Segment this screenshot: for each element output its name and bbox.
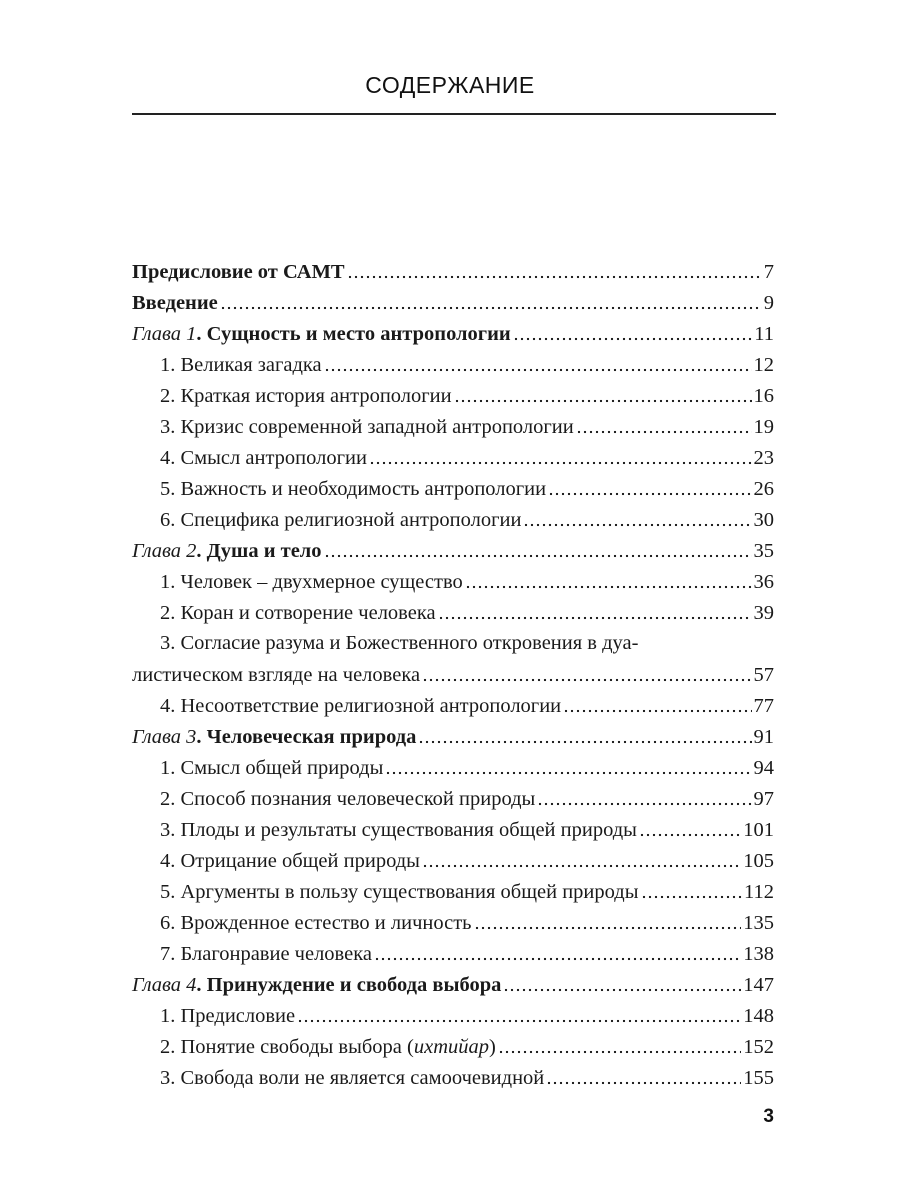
section-title-end: ) bbox=[489, 1036, 496, 1058]
toc-entry[interactable] bbox=[132, 473, 774, 504]
toc-entry-title bbox=[160, 350, 322, 381]
toc-page-number: 11 bbox=[754, 323, 774, 345]
toc-entry-title bbox=[132, 970, 501, 1001]
section-title: 4. Несоответствие религиозной антропологии bbox=[160, 695, 562, 717]
toc-dot-leader bbox=[297, 1001, 741, 1023]
toc-dot-leader bbox=[513, 319, 753, 341]
toc-dot-leader bbox=[438, 598, 752, 620]
toc-dot-leader bbox=[324, 536, 752, 558]
toc-entry-title bbox=[160, 443, 367, 474]
toc-entry-title-continued: листическом взгляде на человека bbox=[132, 664, 421, 686]
chapter-title: Введение bbox=[132, 292, 218, 314]
chapter-title: Предисловие от САМТ bbox=[132, 261, 345, 283]
toc-page-number: 94 bbox=[753, 757, 774, 779]
toc-dot-leader bbox=[369, 443, 752, 465]
toc-entry[interactable] bbox=[132, 876, 774, 907]
section-title: 6. Специфика религиозной антропологии bbox=[160, 509, 522, 531]
toc-page-number: 12 bbox=[753, 354, 774, 376]
toc-entry-title bbox=[160, 784, 535, 815]
toc-entry[interactable] bbox=[132, 504, 774, 535]
toc-page-number: 135 bbox=[743, 912, 774, 934]
section-title: 2. Краткая история антропологии bbox=[160, 385, 452, 407]
header-divider bbox=[132, 113, 776, 115]
chapter-title: . Принуждение и свобода выбора bbox=[196, 974, 502, 996]
toc-page-number: 57 bbox=[753, 664, 774, 686]
toc-entry[interactable] bbox=[132, 1000, 774, 1031]
toc-page-number: 23 bbox=[753, 447, 774, 469]
toc-entry[interactable] bbox=[132, 411, 774, 442]
toc-entry[interactable] bbox=[132, 256, 774, 287]
toc-dot-leader bbox=[537, 784, 751, 806]
section-title: 1. Великая загадка bbox=[160, 354, 322, 376]
toc-dot-leader bbox=[385, 753, 751, 775]
chapter-title: . Душа и тело bbox=[196, 540, 322, 562]
section-title: 1. Человек – двухмерное существо bbox=[160, 571, 463, 593]
toc-dot-leader bbox=[374, 939, 741, 961]
toc-dot-leader bbox=[418, 722, 751, 744]
section-title: 2. Коран и сотворение человека bbox=[160, 602, 436, 624]
toc-entry-title bbox=[160, 1001, 295, 1032]
toc-entry[interactable] bbox=[132, 752, 774, 783]
toc-dot-leader bbox=[498, 1032, 741, 1054]
section-title: 3. Свобода воли не является самоочевидной bbox=[160, 1067, 545, 1089]
chapter-title: . Сущность и место антропологии bbox=[196, 323, 511, 345]
toc-dot-leader bbox=[454, 381, 752, 403]
toc-entry[interactable] bbox=[132, 349, 774, 380]
toc-page-number: 155 bbox=[743, 1067, 774, 1089]
toc-dot-leader bbox=[548, 474, 751, 496]
page-number: 3 bbox=[763, 1106, 774, 1127]
toc-page-number: 36 bbox=[753, 571, 774, 593]
toc-entry-title bbox=[160, 474, 546, 505]
toc-page-number: 101 bbox=[743, 819, 774, 841]
toc-page-number: 152 bbox=[743, 1036, 774, 1058]
toc-entry[interactable] bbox=[132, 566, 774, 597]
toc-page-number: 9 bbox=[763, 292, 774, 314]
toc-dot-leader bbox=[324, 350, 752, 372]
chapter-label: Глава 3 bbox=[132, 726, 197, 748]
toc-entry-title bbox=[160, 567, 463, 598]
section-title: 6. Врожденное естество и личность bbox=[160, 912, 472, 934]
toc-entry[interactable] bbox=[132, 783, 774, 814]
toc-entry-title bbox=[160, 846, 420, 877]
toc-entry[interactable] bbox=[132, 1062, 774, 1093]
toc-entry-title bbox=[160, 815, 637, 846]
toc-entry[interactable] bbox=[132, 628, 774, 659]
toc-entry[interactable] bbox=[132, 380, 774, 411]
chapter-label: Глава 4 bbox=[132, 974, 197, 996]
toc-entry[interactable] bbox=[132, 721, 774, 752]
toc-entry-title bbox=[160, 381, 452, 412]
toc-entry[interactable] bbox=[132, 659, 774, 690]
section-title: 2. Понятие свободы выбора ( bbox=[160, 1036, 414, 1058]
toc-page-number: 112 bbox=[744, 881, 774, 903]
table-of-contents bbox=[132, 256, 774, 1093]
toc-entry[interactable] bbox=[132, 969, 774, 1000]
page-title: СОДЕРЖАНИЕ bbox=[365, 72, 535, 98]
section-title: 4. Смысл антропологии bbox=[160, 447, 367, 469]
toc-page-number: 30 bbox=[753, 509, 774, 531]
toc-page-number: 26 bbox=[753, 478, 774, 500]
toc-entry-title bbox=[160, 877, 639, 908]
toc-entry-title bbox=[160, 505, 521, 536]
toc-page-number: 35 bbox=[753, 540, 774, 562]
toc-entry-title bbox=[160, 598, 436, 629]
toc-entry-title bbox=[132, 536, 322, 567]
toc-entry-title bbox=[132, 288, 218, 319]
toc-entry-title bbox=[160, 939, 372, 970]
chapter-title: . Человеческая природа bbox=[196, 726, 417, 748]
toc-entry-title bbox=[160, 412, 574, 443]
section-title: 5. Аргументы в пользу существования общей природы bbox=[160, 881, 639, 903]
toc-dot-leader bbox=[465, 567, 752, 589]
toc-page-number: 39 bbox=[753, 602, 774, 624]
toc-dot-leader bbox=[474, 908, 742, 930]
toc-entry-title bbox=[132, 722, 416, 753]
toc-entry-title bbox=[132, 319, 511, 350]
toc-entry[interactable] bbox=[132, 690, 774, 721]
toc-dot-leader bbox=[220, 288, 762, 310]
toc-entry[interactable] bbox=[132, 442, 774, 473]
toc-dot-leader bbox=[523, 505, 751, 527]
toc-entry[interactable] bbox=[132, 907, 774, 938]
toc-entry-title bbox=[160, 1032, 496, 1063]
toc-entry[interactable] bbox=[132, 597, 774, 628]
toc-page-number: 97 bbox=[753, 788, 774, 810]
toc-entry-title bbox=[160, 908, 472, 939]
section-title: 7. Благонравие человека bbox=[160, 943, 372, 965]
toc-page-number: 16 bbox=[753, 385, 774, 407]
toc-page-number: 19 bbox=[753, 416, 774, 438]
toc-entry-title: 3. Согласие разума и Божественного откровения в дуа- bbox=[160, 632, 639, 654]
toc-page-number: 148 bbox=[743, 1005, 774, 1027]
toc-entry-title bbox=[160, 753, 383, 784]
section-title-italic: ихтийар bbox=[413, 1036, 490, 1058]
toc-page-number: 105 bbox=[743, 850, 774, 872]
chapter-label: Глава 1 bbox=[132, 323, 197, 345]
toc-dot-leader bbox=[641, 877, 742, 899]
section-title: 2. Способ познания человеческой природы bbox=[160, 788, 536, 810]
toc-entry[interactable] bbox=[132, 1031, 774, 1062]
toc-entry[interactable] bbox=[132, 814, 774, 845]
section-title: 3. Плоды и результаты существования общей природы bbox=[160, 819, 637, 841]
toc-dot-leader bbox=[576, 412, 752, 434]
toc-entry-title bbox=[132, 257, 345, 288]
toc-entry[interactable] bbox=[132, 287, 774, 318]
toc-page-number: 138 bbox=[743, 943, 774, 965]
toc-entry[interactable] bbox=[132, 938, 774, 969]
section-title: 1. Предисловие bbox=[160, 1005, 296, 1027]
toc-dot-leader bbox=[347, 257, 762, 279]
section-title: 1. Смысл общей природы bbox=[160, 757, 384, 779]
chapter-label: Глава 2 bbox=[132, 540, 197, 562]
toc-entry[interactable] bbox=[132, 845, 774, 876]
toc-page-number: 7 bbox=[763, 261, 774, 283]
toc-dot-leader bbox=[546, 1063, 741, 1085]
toc-dot-leader bbox=[503, 970, 741, 992]
toc-dot-leader bbox=[422, 846, 741, 868]
toc-dot-leader bbox=[639, 815, 741, 837]
toc-page-number: 91 bbox=[753, 726, 774, 748]
toc-entry[interactable] bbox=[132, 535, 774, 566]
toc-dot-leader bbox=[422, 660, 751, 682]
toc-page-number: 77 bbox=[753, 695, 774, 717]
section-title: 3. Кризис современной западной антропологии bbox=[160, 416, 574, 438]
toc-entry[interactable] bbox=[132, 318, 774, 349]
section-title: 5. Важность и необходимость антропологии bbox=[160, 478, 547, 500]
section-title: 4. Отрицание общей природы bbox=[160, 850, 420, 872]
toc-entry-title bbox=[160, 691, 561, 722]
toc-dot-leader bbox=[563, 691, 751, 713]
toc-page-number: 147 bbox=[743, 974, 774, 996]
toc-entry-title bbox=[160, 1063, 544, 1094]
